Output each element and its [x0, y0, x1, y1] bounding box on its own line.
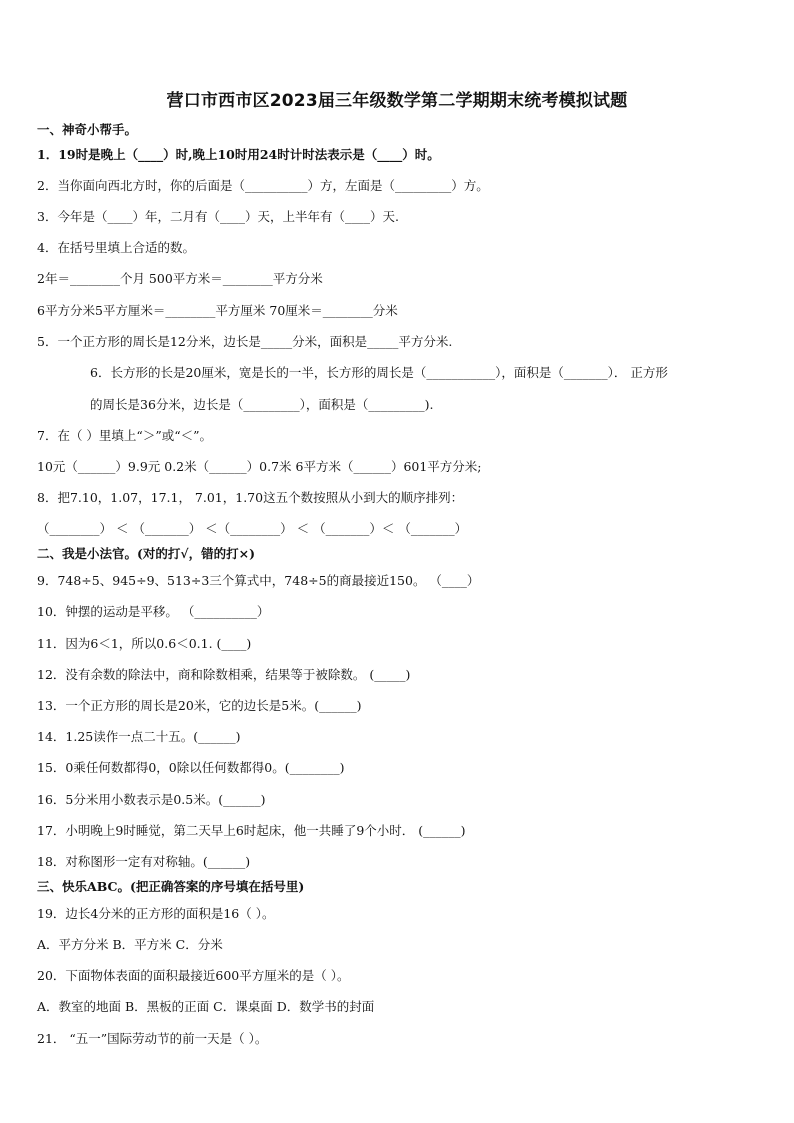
question-4-row-1: 2年＝________个月 500平方米＝________平方分米	[37, 271, 323, 286]
question-20-options: A．教室的地面 B．黑板的正面 C．课桌面 D．数学书的封面	[37, 999, 375, 1014]
question-7: 7．在（ ）里填上“＞”或“＜”。	[37, 428, 212, 443]
question-4-row-2: 6平方分米5平方厘米＝________平方厘米 70厘米＝________分米	[37, 303, 398, 318]
question-10: 10．钟摆的运动是平移。 （__________）	[37, 604, 270, 619]
section-3-heading: 三、快乐ABC。(把正确答案的序号填在括号里)	[37, 879, 305, 894]
question-5: 5．一个正方形的周长是12分米，边长是_____分米，面积是_____平方分米.	[37, 334, 453, 349]
question-9: 9．748÷5、945÷9、513÷3三个算式中，748÷5的商最接近150。 （____）	[37, 573, 480, 588]
question-18: 18．对称图形一定有对称轴。(______)	[37, 854, 251, 869]
question-17: 17．小明晚上9时睡觉，第二天早上6时起床，他一共睡了9个小时． (______)	[37, 823, 466, 838]
question-7-items: 10元（______）9.9元 0.2米（______）0.7米 6平方米（______）601平方分米;	[37, 459, 482, 474]
question-14: 14．1.25读作一点二十五。(______)	[37, 729, 241, 744]
question-11: 11．因为6＜1，所以0.6＜0.1. (____)	[37, 636, 252, 651]
question-19-options: A．平方分米 B．平方米 C．分米	[37, 937, 223, 952]
question-8-blanks: （________） ＜ （_______） ＜（________） ＜ （_______）＜ （_______）	[37, 521, 468, 536]
question-16: 16．5分米用小数表示是0.5米。(______)	[37, 792, 266, 807]
section-2-heading: 二、我是小法官。(对的打√，错的打×)	[37, 546, 256, 561]
question-20: 20．下面物体表面的面积最接近600平方厘米的是（ ）。	[37, 968, 350, 983]
question-6: 6．长方形的长是20厘米，宽是长的一半，长方形的周长是（___________），面积是（_______）． 正方形	[90, 365, 668, 380]
page-title: 营口市西市区2023届三年级数学第二学期期末统考模拟试题	[166, 91, 628, 111]
question-12: 12．没有余数的除法中，商和除数相乘，结果等于被除数。 (_____)	[37, 667, 411, 682]
question-21: 21． “五一”国际劳动节的前一天是（ ）。	[37, 1031, 268, 1046]
question-2: 2．当你面向西北方时，你的后面是（__________）方，左面是（_________）方。	[37, 178, 489, 193]
question-1: 1．19时是晚上（____）时,晚上10时用24时计时法表示是（____）时。	[37, 147, 440, 162]
question-8: 8．把7.10，1.07，17.1， 7.01，1.70这五个数按照从小到大的顺序排列：	[37, 490, 464, 505]
question-6-continued: 的周长是36分米，边长是（_________），面积是（_________).	[90, 397, 434, 412]
question-3: 3．今年是（____）年，二月有（____）天，上半年有（____）天.	[37, 209, 399, 224]
question-15: 15．0乘任何数都得0，0除以任何数都得0。(________)	[37, 760, 345, 775]
question-19: 19．边长4分米的正方形的面积是16（ ）。	[37, 906, 275, 921]
question-4: 4．在括号里填上合适的数。	[37, 240, 195, 255]
question-13: 13．一个正方形的周长是20米，它的边长是5米。(______)	[37, 698, 362, 713]
section-1-heading: 一、神奇小帮手。	[37, 122, 138, 137]
